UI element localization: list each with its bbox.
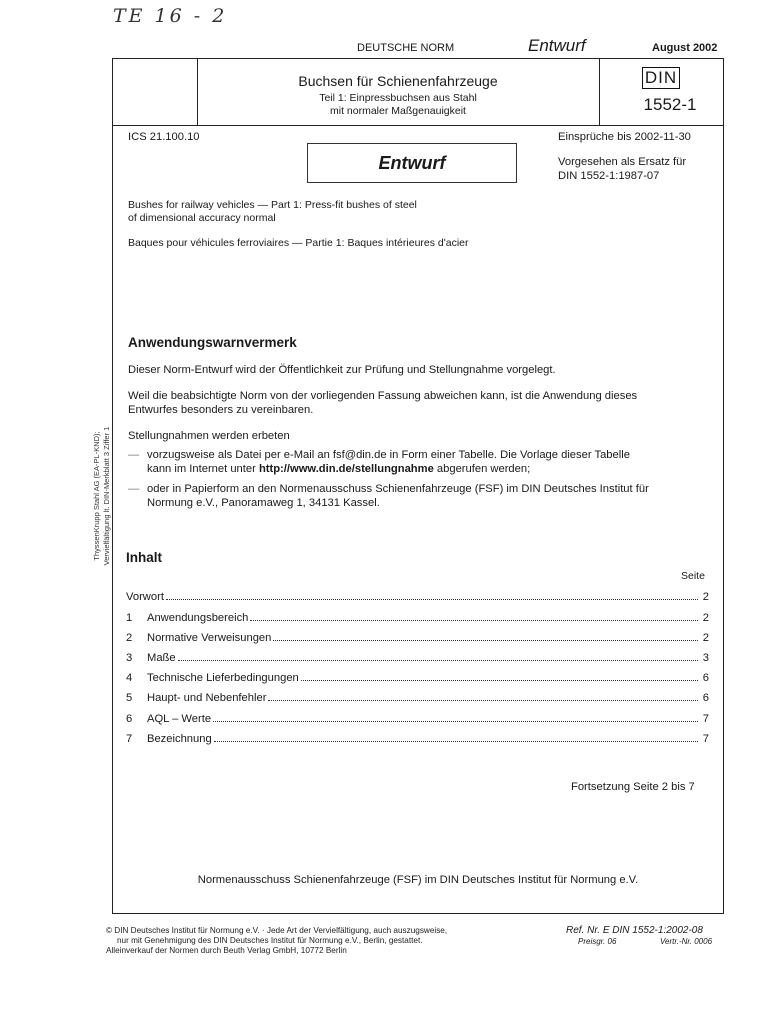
toc-item-number: 4 bbox=[126, 672, 133, 684]
copyright-line-3: Alleinverkauf der Normen durch Beuth Verlag GmbH, 10772 Berlin bbox=[106, 946, 347, 955]
toc-item-page: 2 bbox=[702, 612, 709, 624]
issue-date: August 2002 bbox=[652, 42, 718, 54]
entwurf-box: Entwurf bbox=[307, 143, 517, 183]
reference-number: Ref. Nr. E DIN 1552-1:2002-08 bbox=[566, 925, 703, 936]
toc-item-number: 5 bbox=[126, 692, 133, 704]
toc-leader bbox=[250, 620, 698, 621]
toc-item-label: AQL – Werte bbox=[147, 713, 212, 725]
toc-item[interactable] bbox=[126, 650, 709, 664]
bullet-1-pre: kann im Internet unter bbox=[147, 463, 259, 475]
sidebar-line-2: Vervielfältigung lt. DIN-Merkblatt 3 Ziffer 1 bbox=[102, 426, 111, 566]
toc-leader bbox=[213, 721, 698, 722]
toc-item[interactable] bbox=[126, 589, 709, 603]
toc-item-label: Technische Lieferbedingungen bbox=[147, 672, 299, 684]
din-logo: DIN bbox=[642, 67, 680, 89]
english-title-1: Bushes for railway vehicles — Part 1: Press-fit bushes of steel bbox=[128, 199, 417, 211]
toc-item-label: Anwendungsbereich bbox=[147, 612, 249, 624]
sales-number: Vertr.-Nr. 0006 bbox=[660, 937, 713, 946]
toc-item-page: 7 bbox=[702, 733, 709, 745]
toc-item[interactable] bbox=[126, 610, 709, 624]
toc-item-page: 2 bbox=[702, 591, 709, 603]
toc-heading: Inhalt bbox=[126, 550, 162, 565]
toc-leader bbox=[214, 741, 698, 742]
toc-item-number: 7 bbox=[126, 733, 133, 745]
toc-item-page: 3 bbox=[702, 652, 709, 664]
toc-page-label: Seite bbox=[681, 570, 705, 582]
warning-paragraph-1: Dieser Norm-Entwurf wird der Öffentlichkeit zur Prüfung und Stellungnahme vorgelegt. bbox=[128, 364, 556, 376]
replacement-line-2: DIN 1552-1:1987-07 bbox=[558, 170, 660, 182]
replacement-line-1: Vorgesehen als Ersatz für bbox=[558, 156, 687, 168]
toc-leader bbox=[268, 700, 698, 701]
toc-leader bbox=[301, 680, 698, 681]
committee-line: Normenausschuss Schienenfahrzeuge (FSF) im DIN Deutsches Institut für Normung e.V. bbox=[197, 874, 639, 886]
header-left-cell bbox=[113, 59, 198, 125]
french-title: Baques pour véhicules ferroviaires — Partie 1: Baques intérieures d'acier bbox=[128, 237, 469, 249]
toc-item[interactable] bbox=[126, 630, 709, 644]
warning-heading: Anwendungswarnvermerk bbox=[128, 335, 297, 350]
toc-item[interactable] bbox=[126, 690, 709, 704]
toc-item-number: 2 bbox=[126, 632, 133, 644]
bullet-1-line-2 bbox=[147, 462, 530, 476]
bullet-dash-2: — bbox=[128, 483, 140, 495]
toc-item[interactable] bbox=[126, 670, 709, 684]
copyright-line-2: nur mit Genehmigung des DIN Deutsches Institut für Normung e.V., Berlin, gestattet. bbox=[117, 936, 423, 945]
toc-item-number: 3 bbox=[126, 652, 133, 664]
header-table bbox=[113, 59, 723, 126]
toc-item-page: 2 bbox=[702, 632, 709, 644]
handwritten-note: TE 16 - 2 bbox=[113, 5, 228, 27]
continuation-note: Fortsetzung Seite 2 bis 7 bbox=[571, 781, 695, 793]
bullet-1-post: abgerufen werden; bbox=[433, 463, 531, 475]
ics-code: ICS 21.100.10 bbox=[128, 131, 200, 143]
bullet-2-line-1: oder in Papierform an den Normenausschuss Schienenfahrzeuge (FSF) im DIN Deutsches Institut für bbox=[147, 483, 649, 495]
sidebar-note bbox=[92, 406, 112, 586]
toc-item-number: 1 bbox=[126, 612, 133, 624]
warning-paragraph-2b: Entwurfes besonders zu vereinbaren. bbox=[128, 404, 314, 416]
toc-item-page: 7 bbox=[702, 713, 709, 725]
bullet-2-line-2: Normung e.V., Panoramaweg 1, 34131 Kassel. bbox=[147, 497, 380, 509]
toc-item-label: Haupt- und Nebenfehler bbox=[147, 692, 267, 704]
copyright-line-1: © DIN Deutsches Institut für Normung e.V. · Jede Art der Vervielfältigung, auch auszugsweise, bbox=[106, 926, 448, 935]
bullet-1-line-1: vorzugsweise als Datei per e-Mail an fsf@din.de in Form einer Tabelle. Die Vorlage dieser Tabelle bbox=[147, 449, 630, 461]
objections-deadline: Einsprüche bis 2002-11-30 bbox=[558, 131, 691, 143]
warning-paragraph-3: Stellungnahmen werden erbeten bbox=[128, 430, 290, 442]
toc-item-label: Maße bbox=[147, 652, 176, 664]
document-title: Buchsen für Schienenfahrzeuge bbox=[298, 73, 498, 89]
toc-item[interactable] bbox=[126, 711, 709, 725]
price-group: Preisgr. 06 bbox=[578, 937, 617, 946]
document-subtitle-1: Teil 1: Einpressbuchsen aus Stahl bbox=[319, 92, 477, 104]
draft-label: Entwurf bbox=[528, 36, 586, 55]
toc-item-label: Normative Verweisungen bbox=[147, 632, 272, 644]
document-subtitle-2: mit normaler Maßgenauigkeit bbox=[330, 105, 466, 117]
toc-item-page: 6 bbox=[702, 692, 709, 704]
toc-item[interactable] bbox=[126, 731, 709, 745]
toc-leader bbox=[178, 660, 698, 661]
english-title-2: of dimensional accuracy normal bbox=[128, 212, 276, 224]
din-number: 1552-1 bbox=[643, 95, 697, 114]
toc-item-number: 6 bbox=[126, 713, 133, 725]
toc-item-page: 6 bbox=[702, 672, 709, 684]
bullet-dash-1: — bbox=[128, 449, 140, 461]
toc-item-label: Bezeichnung bbox=[147, 733, 212, 745]
toc-item-label: Vorwort bbox=[126, 591, 164, 603]
stellungnahme-link[interactable]: http://www.din.de/stellungnahme bbox=[258, 463, 434, 475]
sidebar-line-1: ThyssenKrupp Stahl AG (EA-PL-KND); bbox=[92, 431, 101, 561]
toc-leader bbox=[273, 640, 698, 641]
toc-leader bbox=[166, 599, 698, 600]
warning-paragraph-2a: Weil die beabsichtigte Norm von der vorliegenden Fassung abweichen kann, ist die Anwendung dieses bbox=[128, 390, 638, 402]
norm-type: DEUTSCHE NORM bbox=[357, 42, 455, 54]
